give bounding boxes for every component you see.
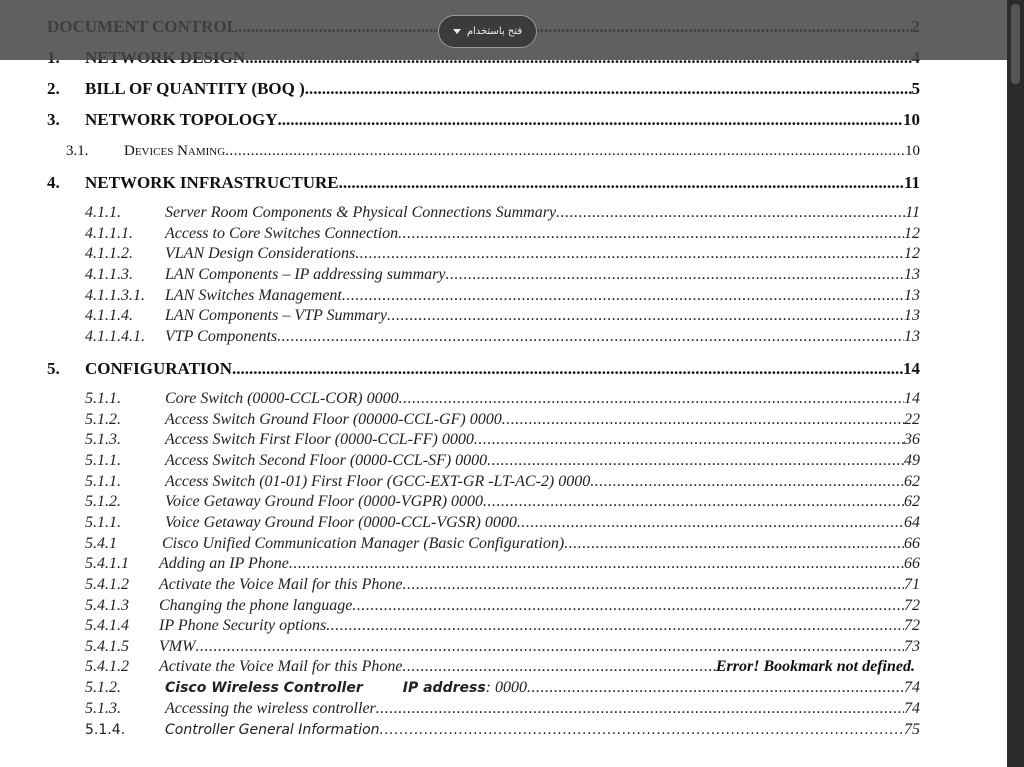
toc-page: 49	[904, 452, 920, 469]
toc-page: 64	[904, 514, 920, 531]
toc-title: Cisco Unified Communication Manager (Basic Configuration)	[162, 535, 565, 552]
toc-entry[interactable]	[47, 473, 920, 493]
toc-leader	[305, 79, 912, 99]
toc-title-rest: : 0000	[485, 679, 527, 696]
toc-leader	[339, 173, 904, 193]
toc-page: 74	[904, 679, 920, 696]
toc-num: 5.1.2.	[85, 679, 121, 696]
toc-entry[interactable]	[47, 328, 920, 348]
toc-title: NETWORK INFRASTRUCTURE	[85, 173, 339, 192]
toc-page: 12	[904, 225, 920, 242]
toc-leader	[564, 535, 904, 553]
toc-entry[interactable]	[47, 721, 920, 741]
toc-title: Voice Getaway Ground Floor (0000-CCL-VGSR) 0000	[165, 514, 517, 531]
toc-entry[interactable]	[47, 307, 920, 327]
toc-title: Controller General Information	[165, 722, 380, 738]
toc-entry[interactable]	[47, 431, 920, 451]
toc-page: 12	[904, 245, 920, 262]
toc-num: 5.1.2.	[85, 411, 121, 428]
toc-entry[interactable]	[47, 617, 920, 637]
toc-entry[interactable]	[47, 452, 920, 472]
toc-num: 5.1.1.	[85, 514, 121, 531]
toc-title: VLAN Design Considerations	[165, 245, 356, 262]
toc-page: 66	[904, 535, 920, 552]
toc-leader	[278, 110, 903, 130]
toc-title: Changing the phone language	[159, 597, 353, 614]
toc-entry-infrastructure[interactable]	[47, 173, 920, 193]
toc-title: VMW	[159, 638, 196, 655]
toc-entry[interactable]	[47, 204, 920, 224]
toc-title: Access to Core Switches Connection	[165, 225, 399, 242]
toc-leader	[590, 473, 904, 491]
toc-num: 5.1.3.	[85, 700, 121, 717]
toc-entry[interactable]	[47, 514, 920, 534]
toc-page: 5	[911, 79, 920, 98]
toc-leader	[289, 555, 904, 573]
toc-leader	[527, 679, 904, 697]
toc-page: 11	[905, 204, 920, 221]
toc-leader	[277, 328, 904, 346]
toc-num: 5.4.1.3	[85, 597, 129, 614]
toc-entry[interactable]	[47, 493, 920, 513]
toc-leader	[556, 204, 905, 222]
toc-page: 62	[904, 473, 920, 490]
toc-page: 66	[904, 555, 920, 572]
toc-num: 5.	[47, 359, 60, 378]
toc-entry[interactable]	[47, 700, 920, 720]
toc-leader	[195, 638, 904, 656]
toc-num: 5.1.2.	[85, 493, 121, 510]
toc-num: 5.1.4.	[85, 722, 126, 738]
toc-page: 71	[904, 576, 920, 593]
toc-page: 11	[903, 173, 920, 192]
toc-num: 5.1.3.	[85, 431, 121, 448]
toc-entry-error[interactable]	[47, 658, 915, 678]
toc-num: 4.1.1.	[85, 204, 121, 221]
toc-leader	[502, 411, 904, 429]
toc-page: 36	[904, 431, 920, 448]
toc-title: Activate the Voice Mail for this Phone	[159, 576, 403, 593]
toc-title: Voice Getaway Ground Floor (0000-VGPR) 0000	[165, 493, 484, 510]
toc-num: 4.	[47, 173, 60, 192]
toc-num: 5.4.1	[85, 535, 117, 552]
toc-num: 5.4.1.4	[85, 617, 129, 634]
toc-page: 10	[905, 143, 920, 159]
toc-title: Access Switch (01-01) First Floor (GCC-EXT-GR -LT-AC-2) 0000	[165, 473, 591, 490]
toc-title: LAN Components – VTP Summary	[165, 307, 387, 324]
toc-page: 74	[904, 700, 920, 717]
toc-num: 5.4.1.1	[85, 555, 129, 572]
toc-leader	[225, 143, 905, 160]
toc-page: 73	[904, 638, 920, 655]
toc-leader	[403, 658, 716, 676]
toc-entry-wireless[interactable]	[47, 679, 920, 699]
toc-title: Accessing the wireless controller	[165, 700, 376, 717]
toc-entry-boq[interactable]	[47, 79, 920, 99]
toc-title: NETWORK TOPOLOGY	[85, 110, 278, 129]
toc-num: 4.1.1.3.	[85, 266, 133, 283]
vertical-scrollbar[interactable]	[1007, 0, 1024, 767]
toc-title: Cisco Wireless Controller	[165, 680, 363, 696]
toc-num: 3.	[47, 110, 60, 129]
toc-page: 13	[904, 266, 920, 283]
toc-title: Devices Naming	[124, 143, 226, 159]
toc-page: 10	[903, 110, 920, 129]
toc-entry[interactable]	[47, 555, 920, 575]
toc-title: Access Switch Ground Floor (00000-CCL-GF) 0000	[165, 411, 502, 428]
toc-page: 22	[904, 411, 920, 428]
toc-entry[interactable]	[47, 245, 920, 265]
toc-leader	[398, 225, 904, 243]
toc-title: Core Switch (0000-CCL-COR) 0000	[165, 390, 399, 407]
toc-entry[interactable]	[47, 266, 920, 286]
toc-title: VTP Components	[165, 328, 278, 345]
toc-entry[interactable]	[47, 390, 920, 410]
scrollbar-thumb[interactable]	[1011, 4, 1020, 84]
toc-page: 75	[904, 721, 920, 738]
toc-num: 4.1.1.4.	[85, 307, 133, 324]
toc-leader	[517, 514, 904, 532]
toc-leader	[342, 287, 904, 305]
toc-leader	[474, 431, 904, 449]
toc-leader	[483, 493, 904, 511]
toc-title: BILL OF QUANTITY (BOQ )	[85, 79, 305, 98]
toc-leader	[232, 359, 903, 379]
toc-leader	[326, 617, 904, 635]
toc-num: 5.4.1.2	[85, 576, 129, 593]
toc-title: IP Phone Security options	[159, 617, 327, 634]
toc-entry-devices-naming[interactable]	[47, 143, 920, 163]
toc-page: 14	[904, 390, 920, 407]
toc-title: CONFIGURATION	[85, 359, 233, 378]
toc-leader	[403, 576, 905, 594]
toc-page: 13	[904, 328, 920, 345]
toc-leader	[355, 245, 904, 263]
toc-num: 2.	[47, 79, 60, 98]
toc-leader	[352, 597, 904, 615]
toc-title: Access Switch First Floor (0000-CCL-FF) 0000	[165, 431, 474, 448]
toc-num: 5.4.1.2	[85, 658, 129, 675]
toc-leader	[376, 700, 904, 718]
toc-page: 62	[904, 493, 920, 510]
open-with-label: فتح باستخدام	[466, 26, 523, 37]
toc-num: 4.1.1.4.1.	[85, 328, 145, 345]
toc-page: 13	[904, 287, 920, 304]
toc-entry[interactable]	[47, 535, 920, 555]
open-with-button[interactable]	[438, 15, 537, 48]
toc-leader	[387, 307, 904, 325]
toc-num: 4.1.1.2.	[85, 245, 133, 262]
toc-entry[interactable]	[47, 576, 920, 596]
toc-title: Adding an IP Phone	[159, 555, 289, 572]
toc-entry[interactable]	[47, 597, 920, 617]
chevron-down-icon	[453, 29, 461, 34]
toc-num: 5.1.1.	[85, 473, 121, 490]
toc-title: LAN Switches Management	[165, 287, 342, 304]
toc-title: Activate the Voice Mail for this Phone	[159, 658, 403, 675]
bookmark-error-text: Error! Bookmark not defined.	[715, 658, 915, 675]
toc-entry-configuration[interactable]	[47, 359, 920, 379]
toc-entry[interactable]	[47, 638, 920, 658]
toc-entry-topology[interactable]	[47, 110, 920, 130]
toc-leader	[399, 390, 904, 408]
toc-num: 5.1.1.	[85, 390, 121, 407]
toc-page: 72	[904, 617, 920, 634]
toc-entry[interactable]	[47, 411, 920, 431]
toc-leader	[487, 452, 904, 470]
toc-num: 3.1.	[66, 143, 89, 159]
toc-title: Access Switch Second Floor (0000-CCL-SF) 0000	[165, 452, 488, 469]
toc-page: 14	[903, 359, 920, 378]
toc-leader	[380, 722, 904, 738]
toc-num: 5.4.1.5	[85, 638, 129, 655]
toc-entry[interactable]	[47, 225, 920, 245]
toc-num: 4.1.1.1.	[85, 225, 133, 242]
toc-page: 72	[904, 597, 920, 614]
toc-leader	[445, 266, 904, 284]
toc-num: 5.1.1.	[85, 452, 121, 469]
toc-title: LAN Components – IP addressing summary	[165, 266, 446, 283]
toc-title: Server Room Components & Physical Connections Summary	[165, 204, 557, 221]
toc-num: 4.1.1.3.1.	[85, 287, 145, 304]
toc-entry[interactable]	[47, 287, 920, 307]
toc-title-ip: IP address	[402, 680, 486, 696]
toc-page: 13	[904, 307, 920, 324]
